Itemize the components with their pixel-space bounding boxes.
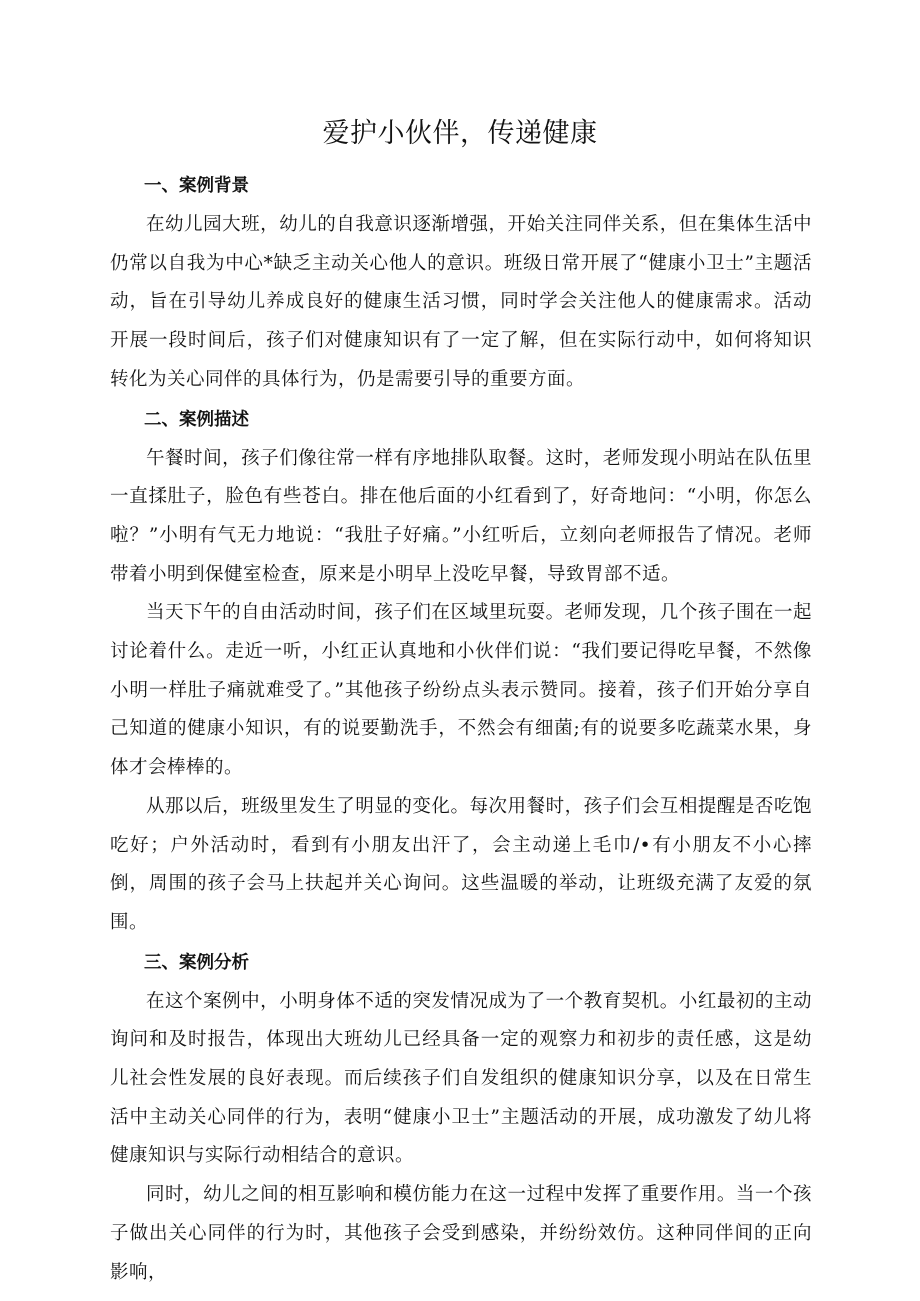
paragraph: 从那以后，班级里发生了明显的变化。每次用餐时，孩子们会互相提醒是否吃饱吃好；户外活动时，看到有小朋友出汗了，会主动递上毛巾/•有小朋友不小心摔倒，周围的孩子会马上扶起并关心询问。这些温暖的举动，让班级充满了友爱的氛围。 [110,795,812,933]
document-title: 爱护小伙伴，传递健康 [322,118,598,149]
paragraph: 在幼儿园大班，幼儿的自我意识逐渐增强，开始关注同伴关系，但在集体生活中仍常以自我为中心*缺乏主动关心他人的意识。班级日常开展了“健康小卫士”主题活动，旨在引导幼儿养成良好的健康生活习惯，同时学会关注他人的健康需求。活动开展一段时间后，孩子们对健康知识有了一定了解，但在实际行动中，如何将知识转化为关心同伴的具体行为，仍是需要引导的重要方面。 [110,214,812,390]
paragraph: 当天下午的自由活动时间，孩子们在区域里玩耍。老师发现，几个孩子围在一起讨论着什么。走近一听，小红正认真地和小伙伴们说：“我们要记得吃早餐，不然像小明一样肚子痛就难受了。”其他孩子纷纷点头表示赞同。接着，孩子们开始分享自己知道的健康小知识，有的说要勤洗手，不然会有细菌;有的说要多吃蔬菜水果，身体才会棒棒的。 [110,602,812,779]
section-heading: 二、案例描述 [144,409,249,430]
section-heading: 一、案例背景 [144,176,249,196]
section-analysis [110,943,812,1293]
paragraph: 午餐时间，孩子们像往常一样有序地排队取餐。这时，老师发现小明站在队伍里一直揉肚子，脸色有些苍白。排在他后面的小红看到了，好奇地问：“小明，你怎么啦？”小明有气无力地说：“我肚子好痛。”小红听后，立刻向老师报告了情况。老师带着小明到保健室检查，原来是小明早上没吃早餐，导致胃部不适。 [110,447,812,585]
section-background [110,166,812,400]
section-description [110,400,812,943]
document-body [110,166,812,1292]
paragraph: 在这个案例中，小明身体不适的突发情况成为了一个教育契机。小红最初的主动询问和及时报告，体现出大班幼儿已经具备一定的观察力和初步的责任感，这是幼儿社会性发展的良好表现。而后续孩子们自发组织的健康知识分享，以及在日常生活中主动关心同伴的行为，表明“健康小卫士”主题活动的开展，成功激发了幼儿将健康知识与实际行动相结合的意识。 [110,990,812,1167]
paragraph: 同时，幼儿之间的相互影响和模仿能力在这一过程中发挥了重要作用。当一个孩子做出关心同伴的行为时，其他孩子会受到感染，并纷纷效仿。这种同伴间的正向影响， [110,1184,812,1283]
section-heading: 三、案例分析 [144,952,249,973]
